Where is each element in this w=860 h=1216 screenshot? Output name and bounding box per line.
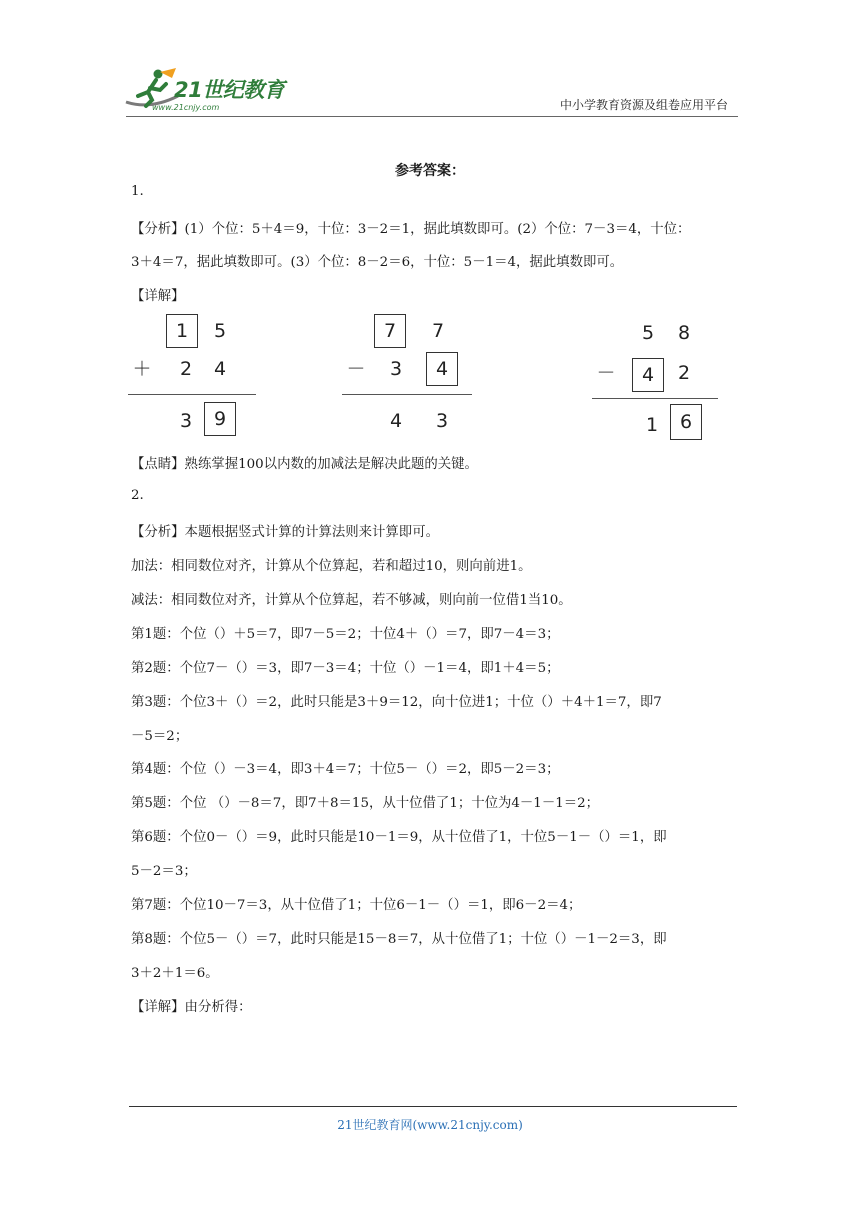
digit: 4 <box>389 410 403 432</box>
step-line: 5－2＝3； <box>131 864 197 879</box>
digit: 4 <box>641 364 655 386</box>
sum-line <box>128 394 256 395</box>
digit: 3 <box>389 358 403 380</box>
page-title: 参考答案： <box>395 163 465 179</box>
vertical-calc-2 <box>342 310 474 444</box>
digit: 8 <box>677 322 691 344</box>
digit: 7 <box>431 320 445 342</box>
analysis-line: 【分析】(1）个位：5＋4＝9，十位：3－2＝1，据此填数即可。(2）个位：7－3＝4，十位： <box>131 222 691 237</box>
step-line: 第4题：个位（）－3＝4，即3＋4＝7；十位5－（）＝2，即5－2＝3； <box>131 762 560 777</box>
key-point-line: 【点睛】熟练掌握100以内数的加减法是解决此题的关键。 <box>131 457 478 472</box>
rule-line: 加法：相同数位对齐，计算从个位算起，若和超过10，则向前进1。 <box>131 559 532 574</box>
detail-heading: 【详解】 <box>131 289 185 304</box>
digit: 1 <box>645 414 659 436</box>
digit: 5 <box>641 322 655 344</box>
detail-heading: 【详解】由分析得： <box>131 1000 252 1015</box>
digit: 7 <box>383 320 397 342</box>
analysis-line: 【分析】本题根据竖式计算的计算法则来计算即可。 <box>131 525 439 540</box>
vertical-calc-1 <box>128 310 258 444</box>
analysis-line: 3＋4＝7，据此填数即可。(3）个位：8－2＝6，十位：5－1＝4，据此填数即可。 <box>131 255 624 270</box>
digit: 9 <box>213 408 227 430</box>
step-line: 第2题：个位7－（）＝3，即7－3＝4；十位（）－1＝4，即1＋4＝5； <box>131 661 560 676</box>
digit: 4 <box>213 358 227 380</box>
difference-line <box>342 394 472 395</box>
header-divider <box>126 116 738 117</box>
step-line: 第8题：个位5－（）＝7，此时只能是15－8＝7，从十位借了1；十位（）－1－2＝3，即 <box>131 932 667 947</box>
logo-url: www.21cnjy.com <box>152 103 220 112</box>
vertical-calc-3 <box>592 310 720 448</box>
step-line: 第1题：个位（）＋5＝7，即7－5＝2；十位4＋（）＝7，即7－4＝3； <box>131 627 560 642</box>
step-line: 第3题：个位3＋（）＝2，此时只能是3＋9＝12，向十位进1；十位（）＋4＋1＝7，即7 <box>131 695 662 710</box>
digit: 3 <box>179 410 193 432</box>
operator-sign: － <box>346 358 366 380</box>
digit: 2 <box>677 362 691 384</box>
step-line: 第5题：个位 （）－8＝7，即7＋8＝15，从十位借了1；十位为4－1－1＝2； <box>131 796 600 811</box>
operator-sign: － <box>596 362 616 384</box>
footer-link[interactable]: 21世纪教育网(www.21cnjy.com) <box>337 1118 523 1132</box>
digit: 2 <box>179 358 193 380</box>
step-line: 第6题：个位0－（）＝9，此时只能是10－1＝9，从十位借了1，十位5－1－（）＝1，即 <box>131 830 667 845</box>
digit: 3 <box>435 410 449 432</box>
logo-text: 21世纪教育 <box>174 78 285 102</box>
digit: 4 <box>435 358 449 380</box>
question-number: 2. <box>131 488 144 503</box>
difference-line <box>592 398 718 399</box>
step-line: 3＋2＋1＝6。 <box>131 966 219 981</box>
step-line: 第7题：个位10－7＝3，从十位借了1；十位6－1－（）＝1，即6－2＝4； <box>131 898 582 913</box>
footer-divider <box>129 1106 737 1107</box>
digit: 1 <box>175 320 189 342</box>
platform-label: 中小学教育资源及组卷应用平台 <box>560 98 729 112</box>
rule-line: 减法：相同数位对齐，计算从个位算起，若不够减，则向前一位借1当10。 <box>131 593 572 608</box>
operator-sign: ＋ <box>132 358 152 380</box>
logo <box>122 66 302 116</box>
digit: 6 <box>679 411 693 433</box>
step-line: －5＝2； <box>131 729 189 744</box>
digit: 5 <box>213 320 227 342</box>
question-number: 1. <box>131 184 144 199</box>
